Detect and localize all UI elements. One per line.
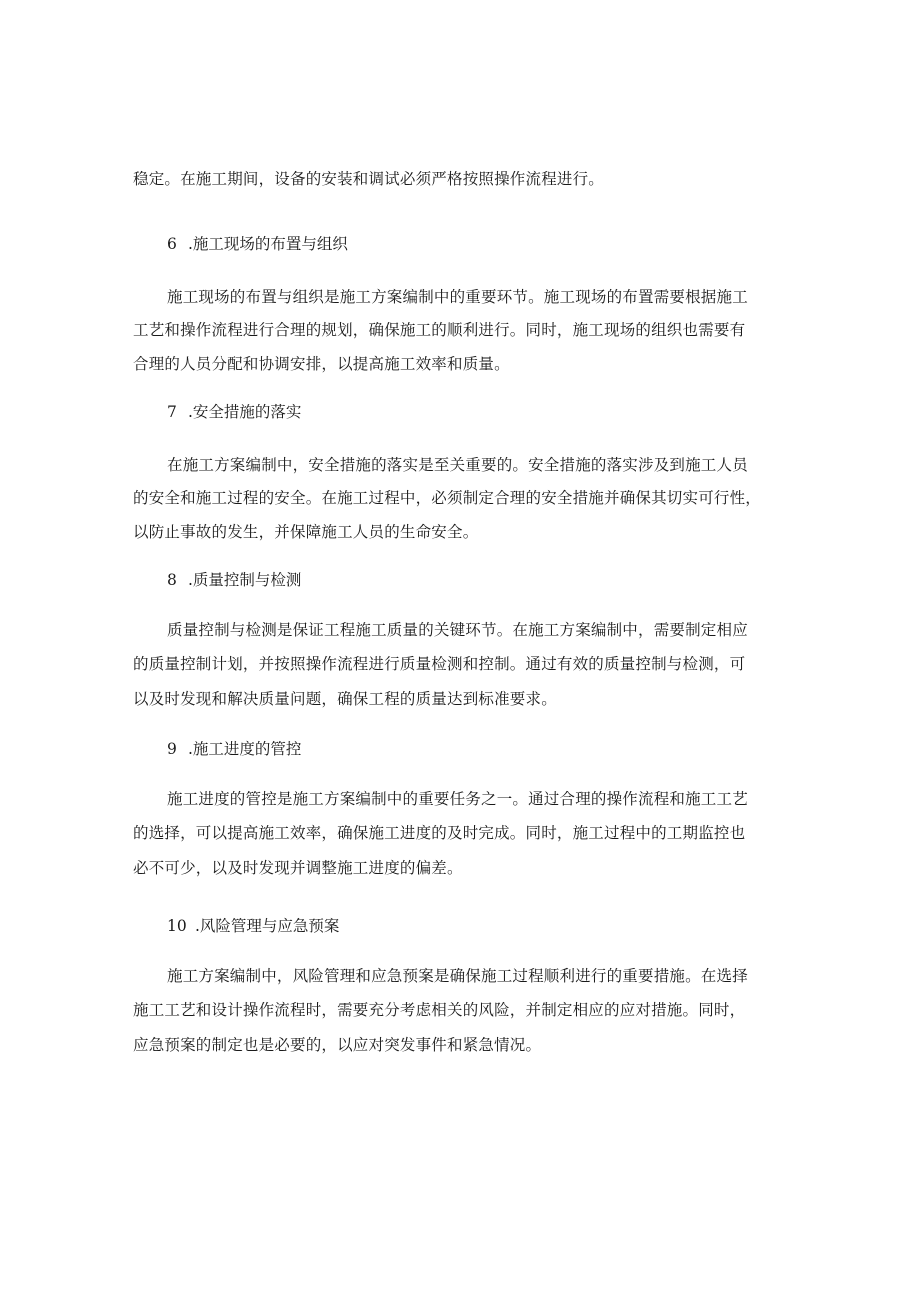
paragraph-line: 施工方案编制中，风险管理和应急预案是确保施工过程顺利进行的重要措施。在选择 bbox=[167, 967, 748, 985]
paragraph-line: 的质量控制计划，并按照操作流程进行质量检测和控制。通过有效的质量控制与检测，可 bbox=[133, 655, 746, 673]
paragraph-line: 必不可少，以及时发现并调整施工进度的偏差。 bbox=[133, 859, 463, 877]
paragraph-line: 的安全和施工过程的安全。在施工过程中，必须制定合理的安全措施并确保其切实可行性， bbox=[133, 489, 762, 507]
section-number: 10 bbox=[167, 917, 187, 935]
section-title: .质量控制与检测 bbox=[188, 571, 302, 589]
paragraph-line: 质量控制与检测是保证工程施工质量的关键环节。在施工方案编制中，需要制定相应 bbox=[167, 621, 748, 639]
section-number: 7 bbox=[167, 403, 177, 421]
section-title: .安全措施的落实 bbox=[188, 403, 302, 421]
paragraph-line: 施工工艺和设计操作流程时，需要充分考虑相关的风险，并制定相应的应对措施。同时， bbox=[133, 1001, 746, 1019]
paragraph-line: 在施工方案编制中，安全措施的落实是至关重要的。安全措施的落实涉及到施工人员 bbox=[167, 456, 748, 474]
section-title: .施工现场的布置与组织 bbox=[188, 235, 348, 253]
paragraph-line: 工艺和操作流程进行合理的规划，确保施工的顺利进行。同时，施工现场的组织也需要有 bbox=[133, 321, 746, 339]
continuation-line: 稳定。在施工期间，设备的安装和调试必须严格按照操作流程进行。 bbox=[133, 170, 605, 188]
section-number: 9 bbox=[167, 740, 177, 758]
paragraph-line: 合理的人员分配和协调安排，以提高施工效率和质量。 bbox=[133, 355, 510, 373]
section-title: .风险管理与应急预案 bbox=[195, 917, 340, 935]
paragraph-line: 以防止事故的发生，并保障施工人员的生命安全。 bbox=[133, 523, 479, 541]
section-number: 8 bbox=[167, 571, 177, 589]
paragraph-line: 应急预案的制定也是必要的，以应对突发事件和紧急情况。 bbox=[133, 1036, 542, 1054]
paragraph-line: 施工现场的布置与组织是施工方案编制中的重要环节。施工现场的布置需要根据施工 bbox=[167, 288, 748, 306]
section-number: 6 bbox=[167, 235, 177, 253]
paragraph-line: 以及时发现和解决质量问题，确保工程的质量达到标准要求。 bbox=[133, 690, 557, 708]
paragraph-line: 的选择，可以提高施工效率，确保施工进度的及时完成。同时，施工过程中的工期监控也 bbox=[133, 824, 746, 842]
section-title: .施工进度的管控 bbox=[188, 740, 302, 758]
paragraph-line: 施工进度的管控是施工方案编制中的重要任务之一。通过合理的操作流程和施工工艺 bbox=[167, 790, 748, 808]
